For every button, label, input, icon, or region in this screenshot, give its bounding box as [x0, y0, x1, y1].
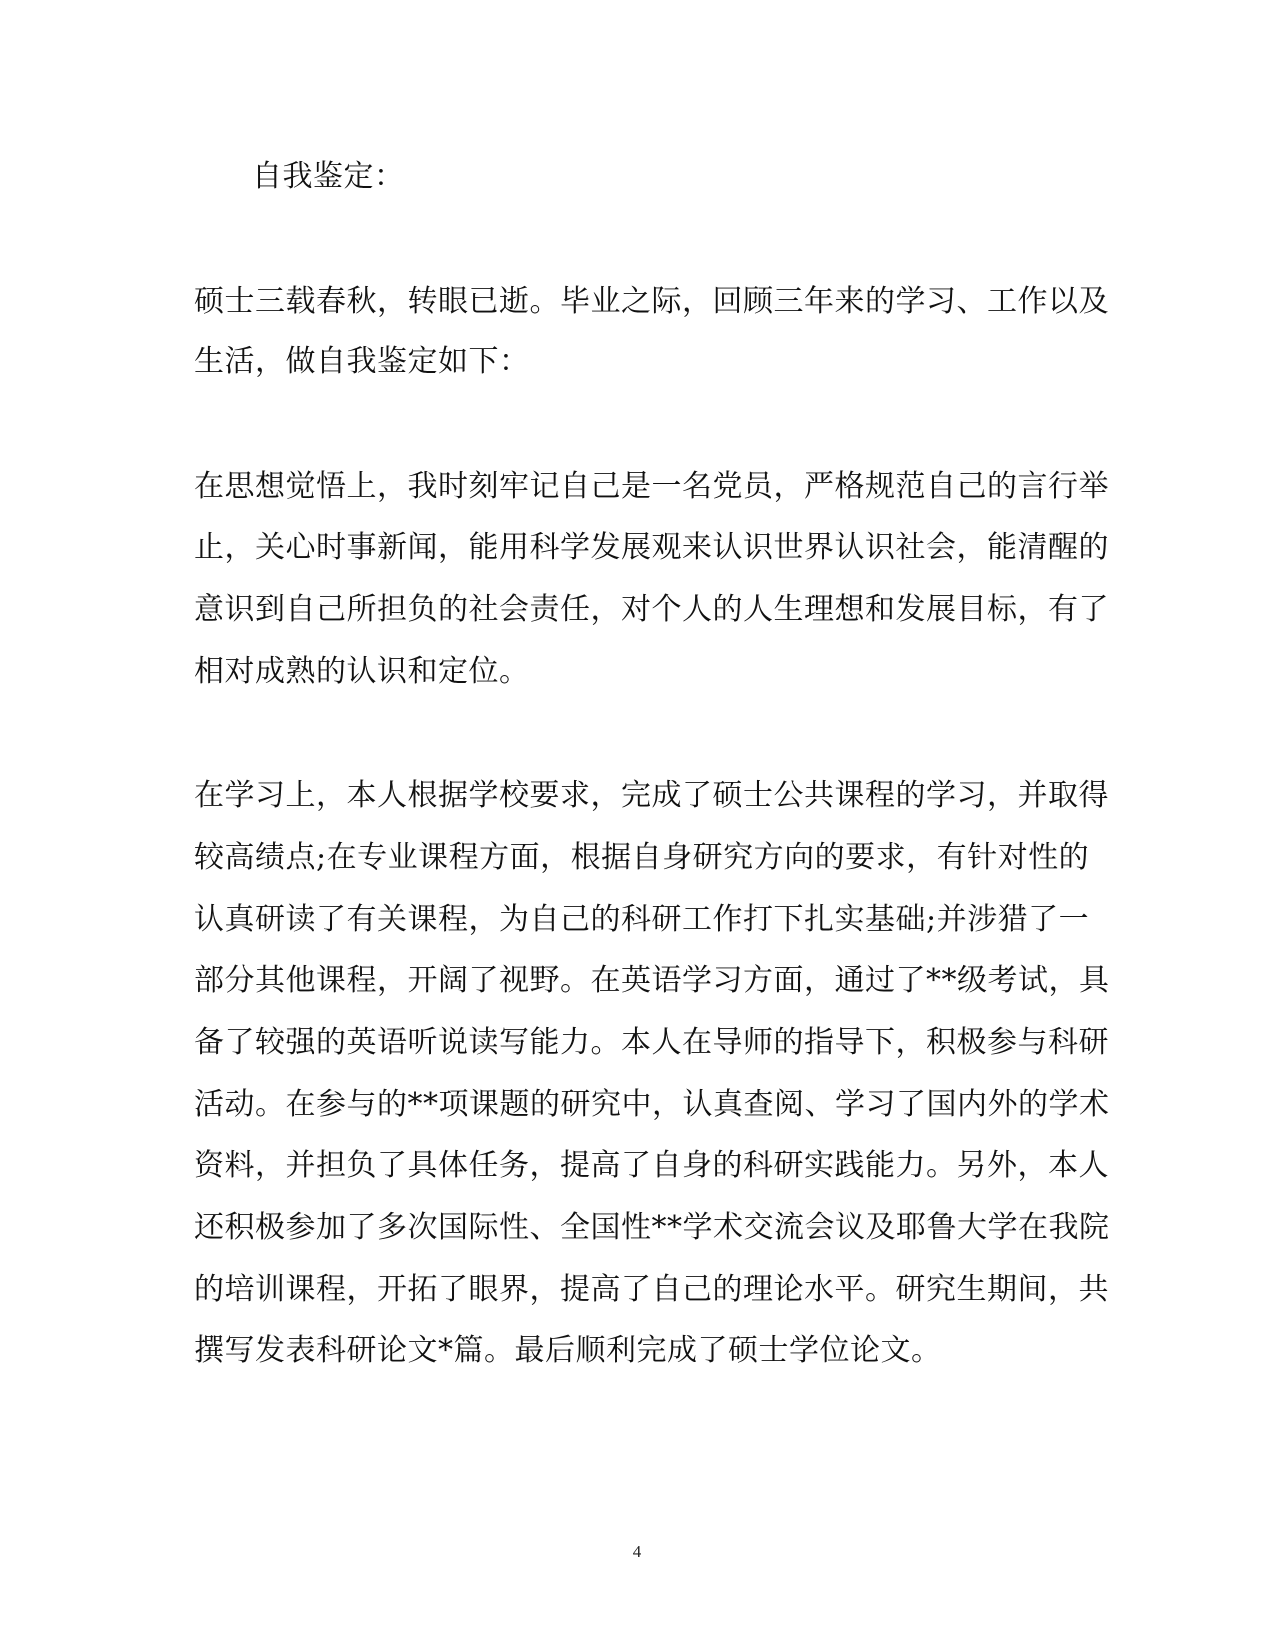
paragraph-line: 硕士三载春秋，转眼已逝。毕业之际，回顾三年来的学习、工作以及 [194, 284, 1109, 319]
paragraph-line: 相对成熟的认识和定位。 [194, 654, 530, 689]
paragraph-line: 的培训课程，开拓了眼界，提高了自己的理论水平。研究生期间，共 [194, 1272, 1109, 1307]
paragraph-line: 认真研读了有关课程，为自己的科研工作打下扎实基础;并涉猎了一 [194, 902, 1090, 937]
document-heading: 自我鉴定： [252, 159, 405, 194]
paragraph-line: 较高绩点;在专业课程方面，根据自身研究方向的要求，有针对性的 [194, 840, 1090, 875]
page-number: 4 [632, 1542, 642, 1561]
paragraph-line: 在学习上，本人根据学校要求，完成了硕士公共课程的学习，并取得 [194, 778, 1109, 813]
paragraph-line: 生活，做自我鉴定如下： [194, 344, 530, 379]
paragraph-line: 撰写发表科研论文*篇。最后顺利完成了硕士学位论文。 [194, 1333, 942, 1368]
paragraph-line: 部分其他课程，开阔了视野。在英语学习方面，通过了**级考试，具 [194, 963, 1110, 998]
paragraph-line: 资料，并担负了具体任务，提高了自身的科研实践能力。另外，本人 [194, 1148, 1109, 1183]
paragraph-line: 活动。在参与的**项课题的研究中，认真查阅、学习了国内外的学术 [194, 1087, 1110, 1122]
paragraph-line: 止，关心时事新闻，能用科学发展观来认识世界认识社会，能清醒的 [194, 530, 1109, 565]
paragraph-line: 在思想觉悟上，我时刻牢记自己是一名党员，严格规范自己的言行举 [194, 469, 1109, 504]
paragraph-line: 还积极参加了多次国际性、全国性**学术交流会议及耶鲁大学在我院 [194, 1210, 1110, 1245]
paragraph-line: 备了较强的英语听说读写能力。本人在导师的指导下，积极参与科研 [194, 1025, 1109, 1060]
paragraph-line: 意识到自己所担负的社会责任，对个人的人生理想和发展目标，有了 [194, 592, 1109, 627]
